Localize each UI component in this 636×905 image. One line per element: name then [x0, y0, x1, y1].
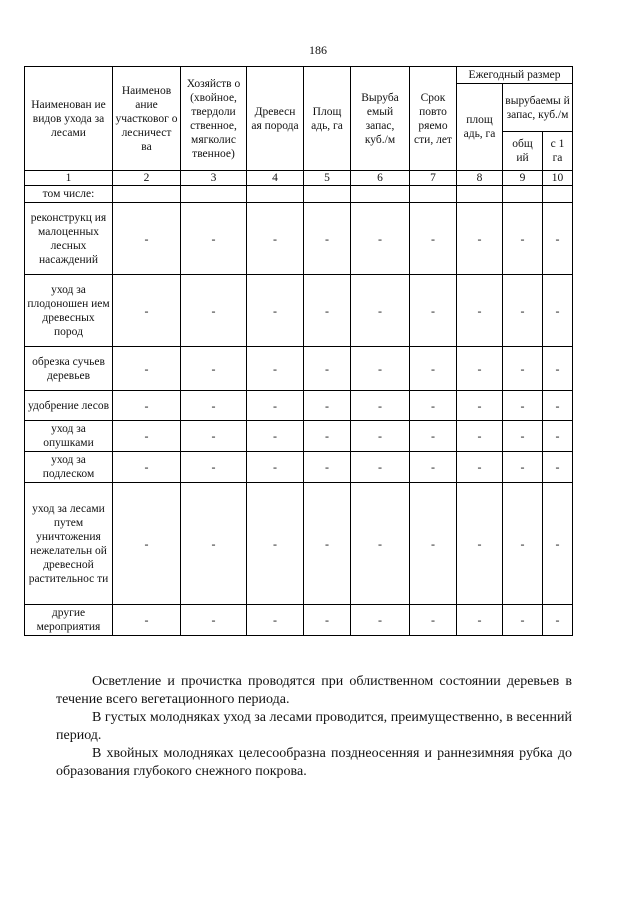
row-value: -	[304, 483, 351, 605]
row-value: -	[503, 605, 543, 636]
row-value: -	[113, 275, 181, 347]
row-care-type: реконструкц ия малоценных лесных насаждений	[25, 203, 113, 275]
row-value: -	[457, 421, 503, 452]
header-tree-species: Древесн ая порода	[247, 67, 304, 171]
row-value: -	[304, 605, 351, 636]
row-care-type: уход за подлеском	[25, 452, 113, 483]
row-value: -	[181, 203, 247, 275]
row-value: -	[503, 391, 543, 421]
header-annual-area: площ адь, га	[457, 84, 503, 171]
row-value: -	[503, 452, 543, 483]
row-value: -	[351, 452, 410, 483]
column-number: 2	[113, 171, 181, 186]
header-repeat-period: Срок повто ряемо сти, лет	[410, 67, 457, 171]
table-row	[25, 347, 573, 391]
row-value: -	[457, 452, 503, 483]
row-value: -	[410, 421, 457, 452]
row-value: -	[247, 483, 304, 605]
row-value: -	[351, 275, 410, 347]
header-annual-stock-per-ha: с 1 га	[543, 132, 573, 171]
paragraph: Осветление и прочистка проводятся при облиственном состоянии деревьев в течение всего вегетационного периода.	[56, 674, 572, 707]
row-value: -	[181, 275, 247, 347]
row-value: -	[543, 483, 573, 605]
row-value: -	[543, 605, 573, 636]
row-value: -	[304, 391, 351, 421]
header-harvested-stock: Выруба емый запас, куб./м	[351, 67, 410, 171]
row-value: -	[181, 452, 247, 483]
row-value: -	[543, 275, 573, 347]
table-row	[25, 203, 573, 275]
row-value: -	[351, 347, 410, 391]
row-care-type: уход за лесами путем уничтожения нежелательн ой древесной растительнос ти	[25, 483, 113, 605]
row-value: -	[113, 347, 181, 391]
row-value: -	[113, 605, 181, 636]
column-number: 3	[181, 171, 247, 186]
column-number: 6	[351, 171, 410, 186]
table-row	[25, 275, 573, 347]
row-value: -	[410, 483, 457, 605]
column-number: 9	[503, 171, 543, 186]
header-annual-stock: вырубаемы й запас, куб./м	[503, 84, 573, 132]
column-number: 7	[410, 171, 457, 186]
column-number: 5	[304, 171, 351, 186]
row-value: -	[503, 483, 543, 605]
row-value: -	[113, 452, 181, 483]
column-number: 8	[457, 171, 503, 186]
row-value: -	[457, 347, 503, 391]
header-area: Площ адь, га	[304, 67, 351, 171]
row-care-type: обрезка сучьев деревьев	[25, 347, 113, 391]
row-value: -	[247, 203, 304, 275]
row-value: -	[351, 391, 410, 421]
row-value: -	[457, 391, 503, 421]
row-value: -	[543, 203, 573, 275]
row-value: -	[247, 391, 304, 421]
row-value: -	[457, 275, 503, 347]
row-value: -	[304, 421, 351, 452]
paragraph: В густых молодняках уход за лесами проводится, преимущественно, в весенний период.	[56, 710, 572, 743]
subheader-label: том числе:	[25, 186, 113, 203]
row-value: -	[351, 203, 410, 275]
row-value: -	[304, 275, 351, 347]
row-value: -	[247, 347, 304, 391]
row-value: -	[304, 203, 351, 275]
table-row	[25, 421, 573, 452]
row-value: -	[181, 605, 247, 636]
row-value: -	[181, 483, 247, 605]
row-value: -	[410, 203, 457, 275]
header-care-type: Наименован ие видов ухода за лесами	[25, 67, 113, 171]
row-care-type: другие мероприятия	[25, 605, 113, 636]
row-value: -	[113, 483, 181, 605]
row-value: -	[543, 391, 573, 421]
row-value: -	[503, 421, 543, 452]
forest-care-table	[24, 66, 573, 636]
header-forestry-name: Наименов ание участковог о лесничест ва	[113, 67, 181, 171]
header-economy: Хозяйств о (хвойное, твердоли ственное, мягколис твенное)	[181, 67, 247, 171]
row-value: -	[457, 203, 503, 275]
row-value: -	[410, 452, 457, 483]
row-value: -	[181, 347, 247, 391]
row-value: -	[543, 421, 573, 452]
row-value: -	[351, 605, 410, 636]
subheader-row	[25, 186, 573, 203]
row-care-type: удобрение лесов	[25, 391, 113, 421]
page-number: 186	[309, 43, 327, 57]
table-row	[25, 605, 573, 636]
row-value: -	[503, 203, 543, 275]
row-value: -	[457, 483, 503, 605]
column-number: 1	[25, 171, 113, 186]
header-annual-size: Ежегодный размер	[457, 67, 573, 84]
row-value: -	[410, 347, 457, 391]
paragraph: В хвойных молодняках целесообразна позднеосенняя и раннезимняя рубка до образования глубокого снежного покрова.	[56, 746, 572, 779]
body-text	[56, 673, 572, 781]
row-value: -	[181, 391, 247, 421]
row-value: -	[410, 605, 457, 636]
row-value: -	[351, 421, 410, 452]
row-value: -	[247, 452, 304, 483]
column-numbers-row	[25, 171, 573, 186]
row-value: -	[247, 421, 304, 452]
row-value: -	[503, 347, 543, 391]
table-row	[25, 391, 573, 421]
table-row	[25, 483, 573, 605]
column-number: 10	[543, 171, 573, 186]
row-value: -	[113, 203, 181, 275]
row-value: -	[351, 483, 410, 605]
row-value: -	[113, 391, 181, 421]
row-value: -	[543, 347, 573, 391]
column-number: 4	[247, 171, 304, 186]
row-value: -	[247, 605, 304, 636]
row-value: -	[247, 275, 304, 347]
row-care-type: уход за плодоношен ием древесных пород	[25, 275, 113, 347]
header-annual-stock-total: общ ий	[503, 132, 543, 171]
row-value: -	[304, 452, 351, 483]
row-value: -	[503, 275, 543, 347]
row-value: -	[410, 391, 457, 421]
table-row	[25, 452, 573, 483]
row-value: -	[543, 452, 573, 483]
row-value: -	[457, 605, 503, 636]
row-value: -	[410, 275, 457, 347]
row-value: -	[113, 421, 181, 452]
row-value: -	[181, 421, 247, 452]
row-value: -	[304, 347, 351, 391]
row-care-type: уход за опушками	[25, 421, 113, 452]
